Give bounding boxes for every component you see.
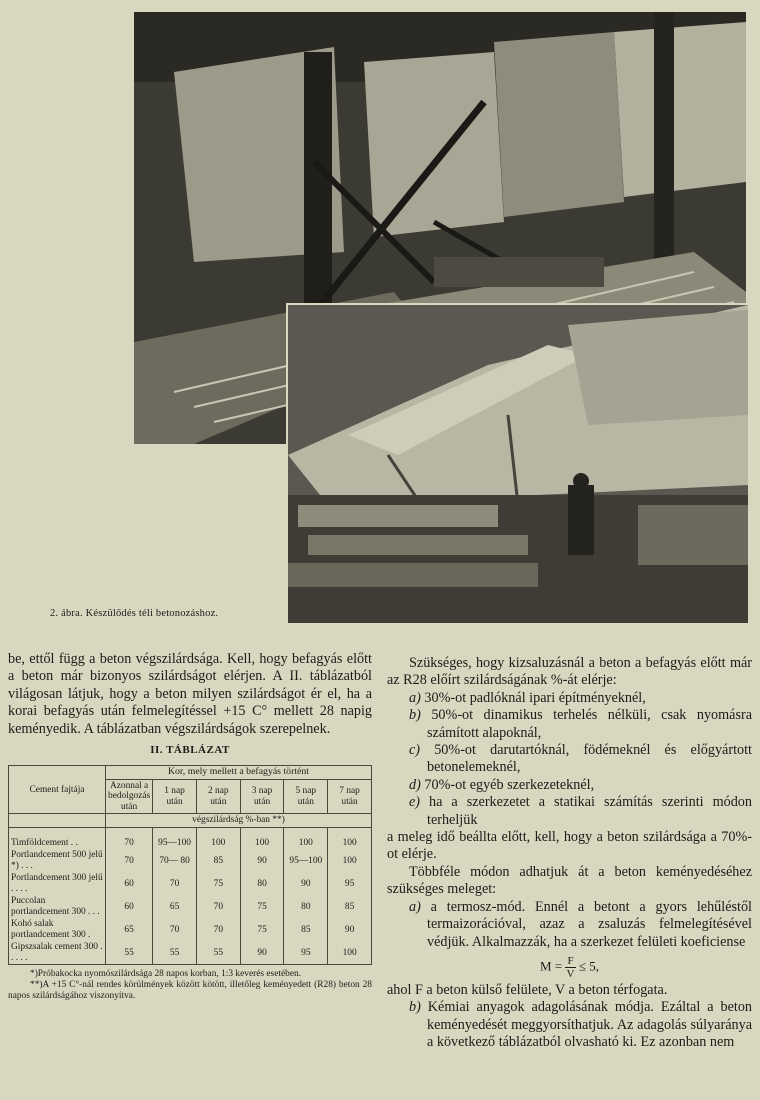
list-text: ha a szerkezetet a statikai számítás szerinti módon terheljük [427,794,752,828]
strength-value: 70 [153,872,197,895]
method-b [387,999,752,1051]
strength-value: 55 [106,941,153,965]
unit-row: végszilárdság %-ban **) [106,814,372,828]
list-item [387,707,752,742]
cement-name: Gipszsalak cement 300 . . . . . [9,941,106,965]
strength-value: 100 [284,827,328,849]
list-item [387,742,752,777]
table-row [9,918,372,941]
list-text: 50%-ot darutartóknál, födémeknél és előgyártott betonelemeknél, [427,742,752,776]
methods-intro: Többféle módon adhatjuk át a beton keményedéséhez szükséges meleget: [387,863,752,898]
strength-value: 85 [196,849,240,872]
table-row [9,849,372,872]
method-list-b [387,999,752,1051]
strength-value: 60 [106,872,153,895]
strength-value: 75 [196,872,240,895]
list-text: Kémiai anyagok adagolásának módja. Ezáltal a beton keményedését meggyorsíthatjuk. Az adagolás súlyaránya a következő táblázatból olvasható ki. Ez azonban nem [427,999,753,1051]
formula-numerator: F [567,954,574,967]
list-letter: c) [409,742,421,759]
age-header: 7 nap után [328,779,372,814]
strength-value: 80 [240,872,284,895]
strength-value: 65 [153,895,197,918]
strength-value: 100 [328,849,372,872]
after-list: a meleg idő beállta előtt, kell, hogy a beton szilárdsága a 70%-ot elérje. [387,829,752,863]
strength-value: 90 [240,941,284,965]
strength-value: 75 [240,918,284,941]
list-item [387,777,752,794]
strength-value: 60 [106,895,153,918]
list-letter: d) [409,776,421,793]
figure-caption: 2. ábra. Készülődés téli betonozáshoz. [50,608,219,619]
cement-name: Portlandcement 300 jelű . . . . [9,872,106,895]
age-header: 3 nap után [240,779,284,814]
strength-value: 90 [284,872,328,895]
age-group-header: Kor, mely mellett a befagyás történt [106,766,372,780]
requirement-list [387,690,752,829]
age-header: 2 nap után [196,779,240,814]
list-text: a termosz-mód. Ennél a betont a gyors lehűléstől termaizorációval, azaz a zsaluzás felmelegítésével védjük. Alkalmazzák, ha a szerkezet felületi koeficiense [427,898,752,950]
age-header: 1 nap után [153,779,197,814]
list-letter: e) [409,794,421,811]
strength-value: 70 [106,849,153,872]
method-list [387,899,752,951]
list-text: 50%-ot dinamikus terhelés nélküli, csak nyomásra számított alapoknál, [427,707,753,741]
formula-fraction [565,955,575,980]
formula-denominator: V [566,967,575,980]
strength-value: 95 [328,872,372,895]
strength-value: 100 [240,827,284,849]
list-letter: b) [409,707,421,724]
footnote: *)Próbakocka nyomószilárdsága 28 napos korban, 1:3 keverés esetében. [30,969,302,980]
list-letter: b) [409,999,421,1016]
strength-value: 95 [284,941,328,965]
strength-value: 70 [106,827,153,849]
strength-table [8,765,372,965]
age-header: 5 nap után [284,779,328,814]
cement-name: Kohó salak portlandcement 300 . [9,918,106,941]
list-text: 30%-ot padlóknál ipari építményeknél, [424,689,646,706]
strength-value: 100 [196,827,240,849]
table-row [9,827,372,849]
method-a [387,899,752,951]
strength-value: 90 [328,918,372,941]
strength-value: 70 [196,895,240,918]
table-row [9,941,372,965]
age-header: Azonnal a bedolgozás után [106,779,153,814]
list-text: 70%-ot egyéb szerkezeteknél, [424,776,595,793]
footnote: **)A +15 C°-nál rendes körülmények között kötött, illetőleg keményedett (R28) beton 28 napos szilárdságához viszonyítva. [8,980,372,1002]
list-letter: a) [409,898,421,915]
strength-value: 65 [106,918,153,941]
strength-value: 95—100 [284,849,328,872]
formula-note: ahol F a beton külső felülete, V a beton térfogata. [387,981,668,998]
strength-value: 75 [240,895,284,918]
formula: M = $\frac{F}{V}$ ≤ 5, [540,954,599,980]
right-intro: Szükséges, hogy kizsaluzásnál a beton a befagyás előtt már az R28 előírt szilárdságának %-át elérje: [387,655,752,689]
cement-name: Puccolan portlandcement 300 . . . [9,895,106,918]
formula-rhs: ≤ 5, [578,958,599,974]
strength-value: 90 [240,849,284,872]
cement-name: Timföldcement . . [9,827,106,849]
strength-value: 95—100 [153,827,197,849]
strength-value: 55 [153,941,197,965]
left-paragraph: be, ettől függ a beton végszilárdsága. Kell, hogy befagyás előtt a beton már bizonyos szilárdságot elérjen. A II. táblázatból világosan látjuk, hogy a beton milyen szilárdságot ér el, ha a korai befagyás után felmelegítéssel +15 C° mellett 28 napig keményedik. A táblázatban végszilárdságok szerepelnek. [8,651,372,737]
table-row [9,895,372,918]
list-item [387,794,752,829]
strength-value: 55 [196,941,240,965]
construction-photo-bottom [286,303,748,623]
table-title: II. TÁBLÁZAT [150,744,230,757]
strength-value: 85 [284,918,328,941]
right-column [387,655,752,1052]
strength-value: 85 [328,895,372,918]
list-letter: a) [409,689,421,706]
table-row [9,872,372,895]
formula-lhs: M [540,958,552,974]
strength-value: 100 [328,827,372,849]
cement-header: Cement fajtája [9,766,106,814]
left-column [8,651,372,1002]
strength-value: 100 [328,941,372,965]
strength-value: 70— 80 [153,849,197,872]
strength-value: 70 [196,918,240,941]
list-item [387,690,752,707]
strength-value: 80 [284,895,328,918]
cement-name: Portlandcement 500 jelű *) . . . [9,849,106,872]
strength-value: 70 [153,918,197,941]
footnotes [8,969,372,1002]
